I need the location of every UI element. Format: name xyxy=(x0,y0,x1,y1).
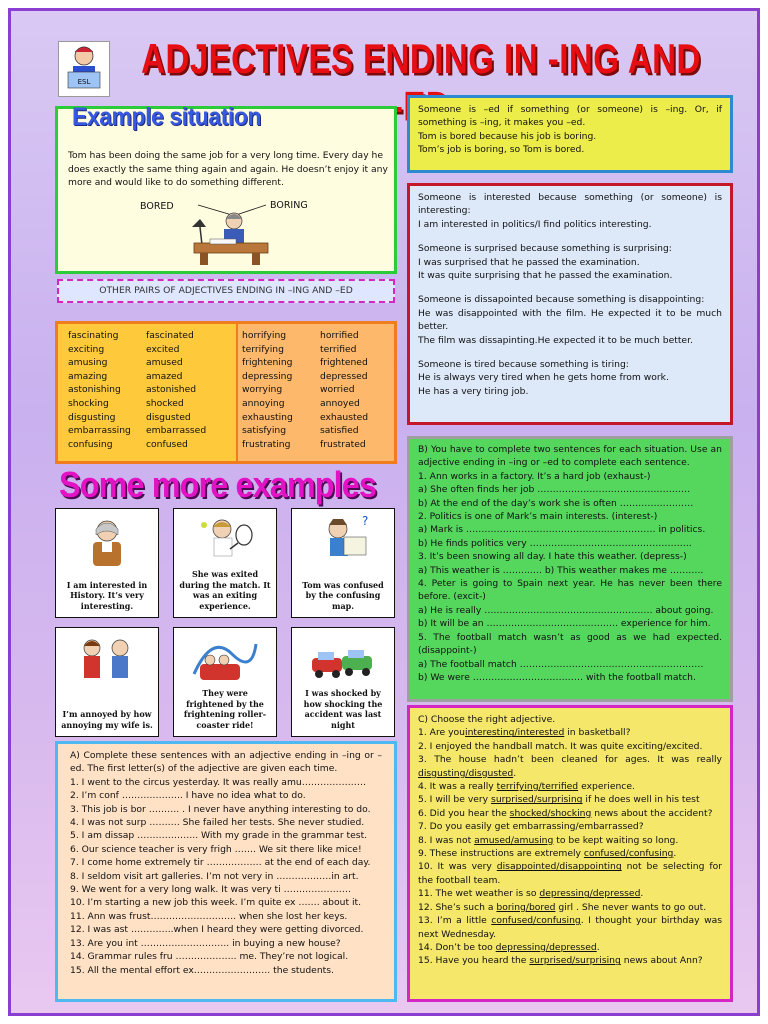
sentence-text: 15. Have you heard the xyxy=(418,955,530,967)
sentence-text: 6. Did you hear the xyxy=(418,807,510,819)
answer-choice: boring/bored xyxy=(496,901,556,913)
sentence-text: 8. I was not xyxy=(418,834,475,846)
pair-ed-word: confused xyxy=(146,438,188,450)
exercise-line xyxy=(418,740,722,753)
rule-example: I was surprised that he passed the examination. xyxy=(418,256,640,268)
pair-ing-word: fascinating xyxy=(68,330,119,341)
exercise-line xyxy=(418,860,722,887)
exercise-line xyxy=(418,780,722,793)
exercise-line: a) Mark is ………………………………………..…………… in politics. xyxy=(418,524,706,536)
pair-ed-word: fascinated xyxy=(146,330,194,341)
sentence-text: 12. She’s such a xyxy=(418,901,497,913)
exercise-line: a) He is really ………………………………………………. about going. xyxy=(418,604,714,616)
exercise-line xyxy=(418,847,722,860)
sentence-text: news about the accident? xyxy=(591,807,713,819)
answer-choice: confused/confusing xyxy=(583,848,674,860)
pair-ed-word: frightened xyxy=(320,357,368,369)
answer-choice: surprised/surprising xyxy=(491,794,583,806)
exercise-line: 1. I went to the circus yesterday. It was really amu………………… xyxy=(70,776,367,788)
exercise-line xyxy=(418,954,722,967)
exercise-line: a) She often finds her job ……………………………..…………… xyxy=(418,484,691,496)
exercise-line: 3. This job is bor ………. . I never have anything interesting to do. xyxy=(70,803,371,815)
pair-ed-word: astonished xyxy=(146,384,197,396)
pair-ing-word: depressing xyxy=(242,370,293,382)
rule-text: Someone is –ed if something (or someone) is –ing. Or, if something is –ing, it makes you –ed. xyxy=(418,104,722,129)
sentence-text: 2. I enjoyed the handball match. It was quite exciting/excited. xyxy=(418,740,703,752)
exercise-line: b) He finds politics very …………………………………………….. xyxy=(418,537,692,549)
example-situation-box xyxy=(55,103,397,274)
rule-example: He has a very tiring job. xyxy=(418,385,529,397)
pair-ing-word: horrifying xyxy=(242,330,287,341)
exercise-line: 12. I was ast …………..when I heard they were getting divorced. xyxy=(70,924,364,936)
pair-ing-word: exciting xyxy=(68,343,105,355)
answer-choice: disappointed/disappointing xyxy=(496,861,622,873)
example-card-excited xyxy=(173,508,277,618)
example-card-shocked xyxy=(291,627,395,737)
bored-man-illustration xyxy=(190,197,272,267)
pair-ing-word: amazing xyxy=(68,370,108,382)
svg-text:ESL: ESL xyxy=(77,78,91,86)
exercise-line: 3. It’s been snowing all day. I hate this weather. (depress-) xyxy=(418,551,687,563)
rule-box-ed-ing xyxy=(407,95,733,173)
confused-man-illustration xyxy=(310,515,376,571)
example-card-interested xyxy=(55,508,159,618)
exercise-line: a) The football match …………………………………………………… xyxy=(418,658,704,670)
sentence-text: 7. Do you easily get embarrassing/embarrassed? xyxy=(418,821,644,833)
rule-example: It was quite surprising that he passed the examination. xyxy=(418,270,673,282)
exercise-line: 9. We went for a very long walk. It was very ti …………………. xyxy=(70,884,351,896)
pair-ed-word: shocked xyxy=(146,398,184,409)
sentence-text: 5. I will be very xyxy=(418,794,492,806)
sentence-text: 9. These instructions are extremely xyxy=(418,848,584,860)
roller-coaster-illustration xyxy=(192,634,258,690)
exercise-line xyxy=(418,820,722,833)
pair-ing-word: shocking xyxy=(68,398,109,409)
pair-ing-word: frustrating xyxy=(242,438,291,450)
exercise-line xyxy=(418,941,722,954)
card-caption: I was shocked by how shocking the accident was last night xyxy=(303,688,383,730)
sentence-text: . xyxy=(673,848,677,860)
exercise-line: B) You have to complete two sentences for each situation. Use an adjective ending in –ing or –ed to complete each sentence. xyxy=(418,444,722,469)
pair-ing-word: amusing xyxy=(68,357,108,369)
answer-choice: depressing/depressed xyxy=(495,941,597,953)
exercise-line xyxy=(418,807,722,820)
pair-ed-word: horrified xyxy=(320,330,359,341)
exercise-line: 7. I come home extremely tir ……………… at the end of each day. xyxy=(70,857,371,869)
adjective-pairs-box xyxy=(55,321,397,464)
sentence-text: 11. The wet weather is so xyxy=(418,888,540,900)
sentence-text: 1. Are you xyxy=(418,727,466,739)
sentence-text: experience. xyxy=(578,781,635,793)
sentence-text: news about Ann? xyxy=(620,955,703,967)
sentence-text: . xyxy=(513,767,517,779)
example-card-frightened xyxy=(173,627,277,737)
answer-choice: disgusting/disgusted xyxy=(418,767,514,779)
pair-ing-word: astonishing xyxy=(68,384,121,396)
exercise-line xyxy=(418,834,722,847)
rule-example: Tom is bored because his job is boring. xyxy=(418,130,597,142)
exercise-line xyxy=(418,914,722,941)
answer-choice: amused/amusing xyxy=(474,834,554,846)
pair-ed-word: satisfied xyxy=(320,425,359,437)
rule-text: Someone is interested because something (or someone) is interesting: xyxy=(418,192,722,217)
rule-example: He is always very tired when he gets home from work. xyxy=(418,372,669,384)
exercise-line: 15. All the mental effort ex……………………. the students. xyxy=(70,964,334,976)
pair-ed-word: annoyed xyxy=(320,398,360,409)
arguing-couple-illustration xyxy=(74,634,140,690)
car-accident-illustration xyxy=(310,634,376,690)
exercise-line: 1. Ann works in a factory. It’s a hard job (exhaust-) xyxy=(418,470,651,482)
pair-ed-word: exhausted xyxy=(320,411,369,423)
pair-ing-word: exhausting xyxy=(242,411,293,423)
exercise-line xyxy=(418,726,722,739)
exercise-line: a) This weather is ……...…. b) This weather makes me ……….. xyxy=(418,564,704,576)
pair-ing-word: satisfying xyxy=(242,425,287,437)
exercise-line: 2. I’m conf ……………….. I have no idea what to do. xyxy=(70,790,306,802)
exercise-line xyxy=(418,713,722,726)
label-boring: BORING xyxy=(270,200,308,211)
pair-ed-word: amazed xyxy=(146,370,183,382)
exercise-line: b) We were ……………………………… with the football match. xyxy=(418,671,696,683)
exercise-line: A) Complete these sentences with an adjective ending in –ing or –ed. The first letter(s) of the adjective are given each time. xyxy=(70,750,382,775)
exercise-line: 4. I was not surp ………. She failed her tests. She never studied. xyxy=(70,817,365,829)
exercise-b-box xyxy=(407,436,733,702)
tennis-player-illustration xyxy=(192,515,258,571)
exercise-line xyxy=(418,793,722,806)
pair-ing-word: embarrassing xyxy=(68,425,131,437)
sentence-text: C) Choose the right adjective. xyxy=(418,714,556,725)
rule-example: I am interested in politics/I find politics interesting. xyxy=(418,218,652,230)
pair-ing-word: confusing xyxy=(68,438,113,450)
pair-ed-word: amused xyxy=(146,357,183,369)
pair-ed-word: embarrassed xyxy=(146,425,207,437)
sentence-text: to be kept waiting so long. xyxy=(553,834,679,846)
rule-example: The film was dissapinting.He expected it to be much better. xyxy=(418,334,693,346)
exercise-line: 8. I seldom visit art galleries. I’m not very in ………………in art. xyxy=(70,870,359,882)
pair-ing-word: worrying xyxy=(242,384,283,396)
example-text: Tom has been doing the same job for a very long time. Every day he does exactly the same thing again and again. He doesn’t enjoy it any more and would like to do something different. xyxy=(68,150,388,188)
rule-text: Someone is surprised because something is surprising: xyxy=(418,243,672,255)
answer-choice: depressing/depressed xyxy=(539,888,641,900)
sentence-text: 10. It was very xyxy=(418,861,497,873)
exercise-line: b) At the end of the day’s work she is often …………………… xyxy=(418,497,694,509)
pair-ed-word: excited xyxy=(146,343,180,355)
exercise-line: 13. Are you int ……………………….. in buying a new house? xyxy=(70,937,341,949)
rule-example: He was disappointed with the film. He expected it to be much better. xyxy=(418,307,722,333)
pair-ing-word: disgusting xyxy=(68,411,116,423)
exercise-line: b) It will be an ……………………………………. experience for him. xyxy=(418,618,711,630)
exercise-line: 4. Peter is going to Spain next year. He has never been there before. (excit-) xyxy=(418,578,722,603)
sentence-text: 3. The house hadn’t been cleaned for ages. It was really xyxy=(418,754,722,766)
card-caption: They were frightened by the frightening roller-coaster ride! xyxy=(183,688,267,730)
rule-example: Tom’s job is boring, so Tom is bored. xyxy=(418,144,585,156)
example-card-confused xyxy=(291,508,395,618)
sentence-text: . xyxy=(596,941,600,953)
example-heading: Example situation xyxy=(72,103,262,131)
answer-choice: interesting/interested xyxy=(465,727,565,739)
sentence-text: girl . She never wants to go out. xyxy=(555,901,707,913)
exercise-line: 10. I’m starting a new job this week. I’m quite ex ……. about it. xyxy=(70,897,362,909)
sentence-text: 14. Don’t be too xyxy=(418,941,496,953)
rule-text: Someone is dissapointed because something is disappointing: xyxy=(418,294,705,306)
answer-choice: terrifying/terrified xyxy=(496,781,579,793)
sentence-text: 13. I’m a little xyxy=(418,915,492,927)
exercise-line xyxy=(418,901,722,914)
example-card-annoyed xyxy=(55,627,159,737)
pair-ed-word: depressed xyxy=(320,370,368,382)
label-bored: BORED xyxy=(140,201,174,212)
svg-text:?: ? xyxy=(362,515,369,528)
exercise-line: 5. I am dissap ……………….. With my grade in the grammar test. xyxy=(70,830,368,842)
exercise-line: 14. Grammar rules fru ……………….. me. They’re not logical. xyxy=(70,951,349,963)
worksheet-page xyxy=(8,8,760,1016)
exercise-line xyxy=(418,753,722,780)
pair-ing-word: terrifying xyxy=(242,343,284,355)
exercise-line: 5. The football match wasn’t as good as we had expected. (disappoint-) xyxy=(418,631,722,657)
pair-ing-word: frightening xyxy=(242,357,293,369)
rule-examples-box xyxy=(407,183,733,425)
sentence-text: if he does well in his test xyxy=(582,794,700,806)
pair-ed-word: frustrated xyxy=(320,438,366,450)
page-title: ADJECTIVES ENDING IN -ING AND xyxy=(141,35,701,82)
answer-choice: shocked/shocking xyxy=(509,807,592,819)
exercise-line: 6. Our science teacher is very frigh ……. We sit there like mice! xyxy=(70,843,362,855)
sentence-text: not be selecting for the football team. xyxy=(418,861,722,886)
sentence-text: in basketball? xyxy=(564,727,631,739)
card-caption: Tom was confused by the confusing map. xyxy=(302,579,384,611)
exercise-line xyxy=(418,887,722,900)
exercise-line: 11. Ann was frust………………………. when she lost her keys. xyxy=(70,910,348,922)
answer-choice: confused/confusing xyxy=(491,915,581,927)
sentence-text: 4. It was a really xyxy=(418,781,497,793)
exercise-c-box xyxy=(407,705,733,1002)
pairs-header: OTHER PAIRS OF ADJECTIVES ENDING IN –ING AND –ED xyxy=(57,279,395,303)
pair-ing-word: annoying xyxy=(242,398,285,409)
answer-choice: surprised/surprising xyxy=(529,955,621,967)
teacher-illustration xyxy=(74,515,140,571)
more-examples-heading: Some more examples xyxy=(59,464,376,505)
card-caption: I am interested in History. It’s very interesting. xyxy=(66,579,148,611)
exercise-a-box xyxy=(55,741,397,1002)
card-caption: I’m annoyed by how annoying my wife is. xyxy=(61,709,153,730)
card-caption: She was exited during the match. It was an exiting experience. xyxy=(179,569,271,611)
rule-text: Someone is tired because something is tiring: xyxy=(418,359,629,371)
exercise-line: 2. Politics is one of Mark’s main interests. (interest-) xyxy=(418,511,658,523)
pair-ed-word: terrified xyxy=(320,343,357,355)
pair-ed-word: disgusted xyxy=(146,411,191,423)
logo-image xyxy=(58,41,110,97)
sentence-text: . xyxy=(640,888,644,900)
sentence-text: . I thought your birthday was next Wednesday. xyxy=(418,915,722,940)
pair-ed-word: worried xyxy=(320,384,355,396)
